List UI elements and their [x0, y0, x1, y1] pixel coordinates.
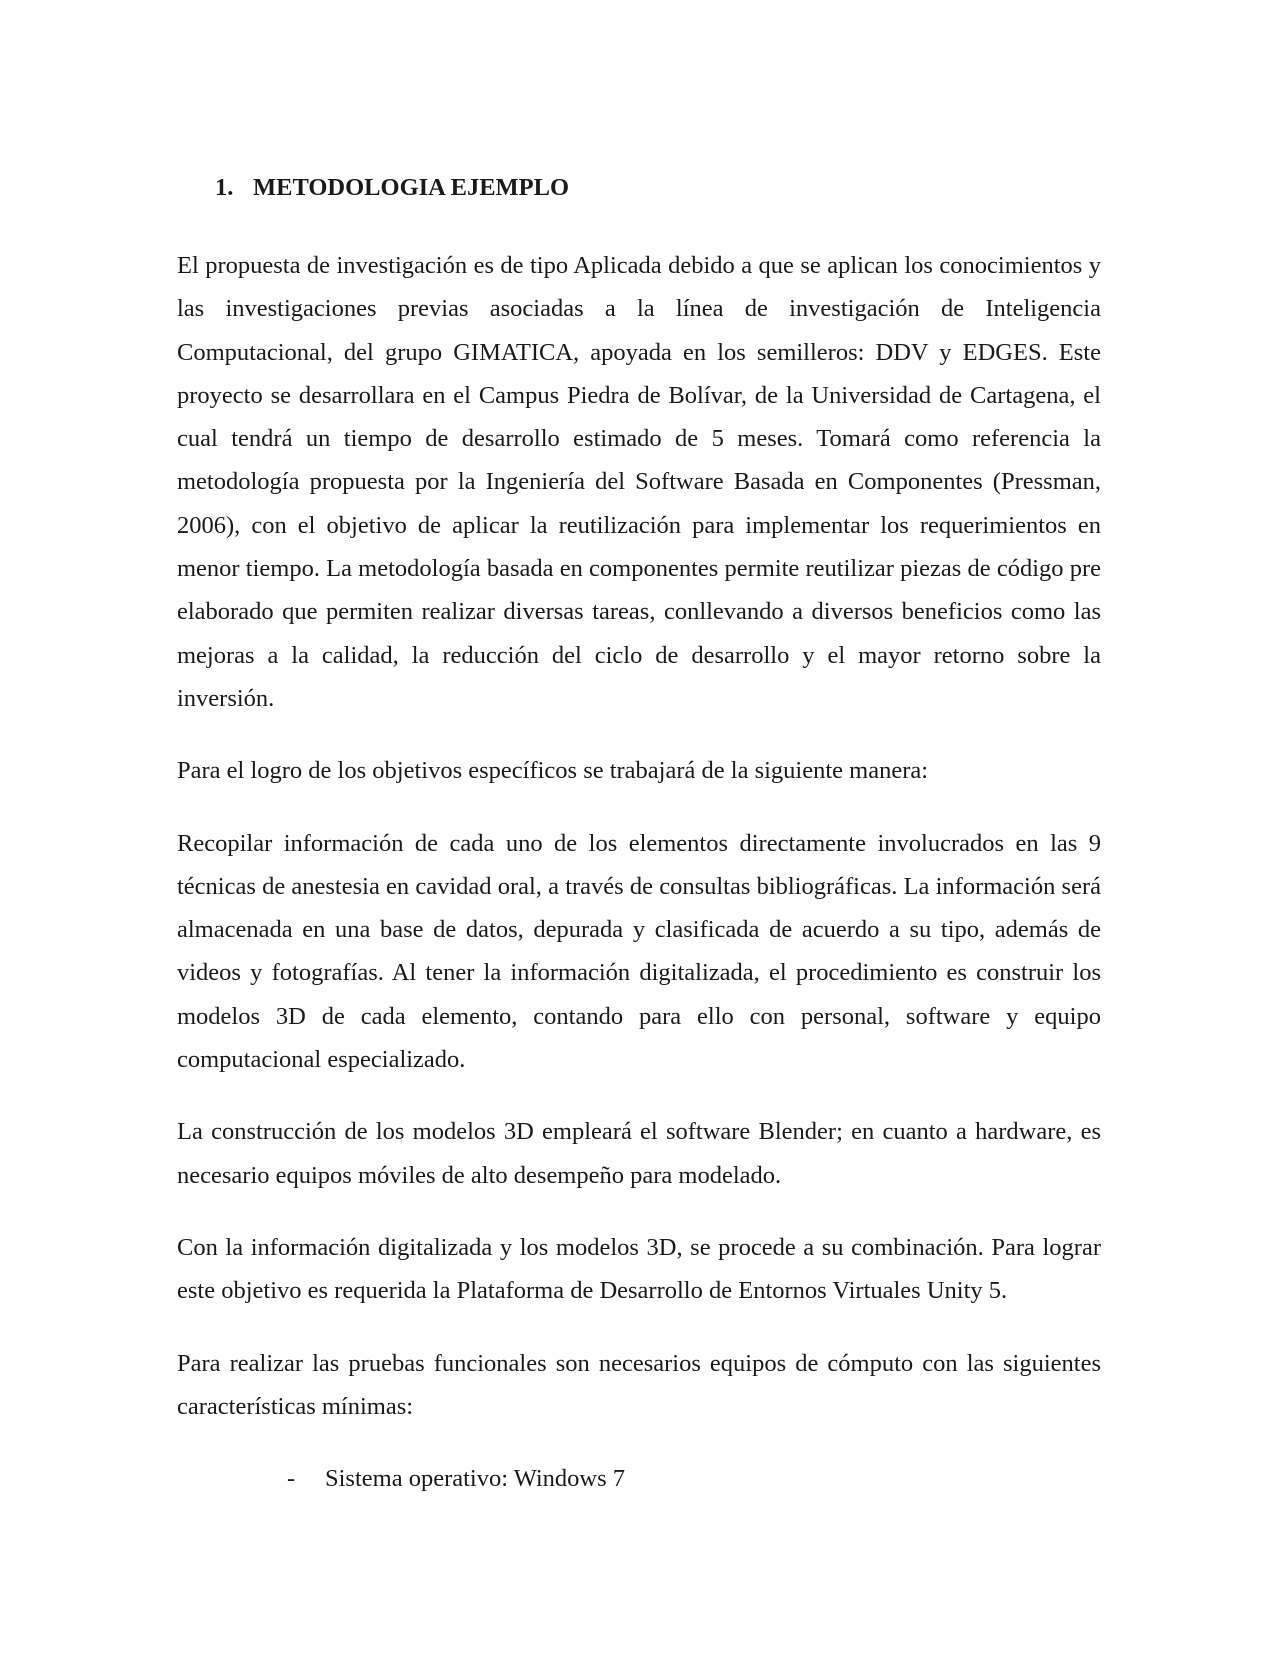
paragraph-methodology: El propuesta de investigación es de tipo Aplicada debido a que se aplican los conocimientos y las investigaciones previas asociadas a la línea de investigación de Inteligencia Computacional, del grupo GIMATICA, apoyada en los semilleros: DDV y EDGES. Este proyecto se desarrollara en el Campus Piedra de Bolívar, de la Universidad de Cartagena, el cual tendrá un tiempo de desarrollo estimado de 5 meses. Tomará como referencia la metodología propuesta por la Ingeniería del Software Basada en Componentes (Pressman, 2006), con el objetivo de aplicar la reutilización para implementar los requerimientos en menor tiempo. La metodología basada en componentes permite reutilizar piezas de código pre elaborado que permiten realizar diversas tareas, conllevando a diversos beneficios como las mejoras a la calidad, la reducción del ciclo de desarrollo y el mayor retorno sobre la inversión. — [177, 252, 1101, 712]
section-heading — [215, 170, 1101, 206]
paragraph-functional-tests: Para realizar las pruebas funcionales son necesarios equipos de cómputo con las siguientes características mínimas: — [177, 1349, 1101, 1420]
paragraph-objectives-intro: Para el logro de los objetivos específicos se trabajará de la siguiente manera: — [177, 757, 929, 785]
list-item — [287, 1457, 1101, 1500]
section-title: METODOLOGIA EJEMPLO — [253, 174, 570, 201]
paragraph-3d-modeling: La construcción de los modelos 3D empleará el software Blender; en cuanto a hardware, es necesario equipos móviles de alto desempeño para modelado. — [177, 1118, 1101, 1189]
paragraph-combination: Con la información digitalizada y los modelos 3D, se procede a su combinación. Para lograr este objetivo es requerida la Plataforma de Desarrollo de Entornos Virtuales Unity 5. — [177, 1233, 1101, 1305]
paragraph-information-collection: Recopilar información de cada uno de los elementos directamente involucrados en las 9 técnicas de anestesia en cavidad oral, a través de consultas bibliográficas. La información será almacenada en una base de datos, depurada y clasificada de acuerdo a su tipo, además de videos y fotografías. Al tener la información digitalizada, el procedimiento es construir los modelos 3D de cada elemento, contando para ello con personal, software y equipo computacional especializado. — [177, 829, 1101, 1074]
requirements-list — [177, 1457, 1101, 1500]
section-number: 1. — [215, 174, 234, 201]
list-bullet: - — [287, 1465, 296, 1493]
list-item-text: Sistema operativo: Windows 7 — [325, 1465, 626, 1493]
document-body — [177, 170, 1101, 1500]
